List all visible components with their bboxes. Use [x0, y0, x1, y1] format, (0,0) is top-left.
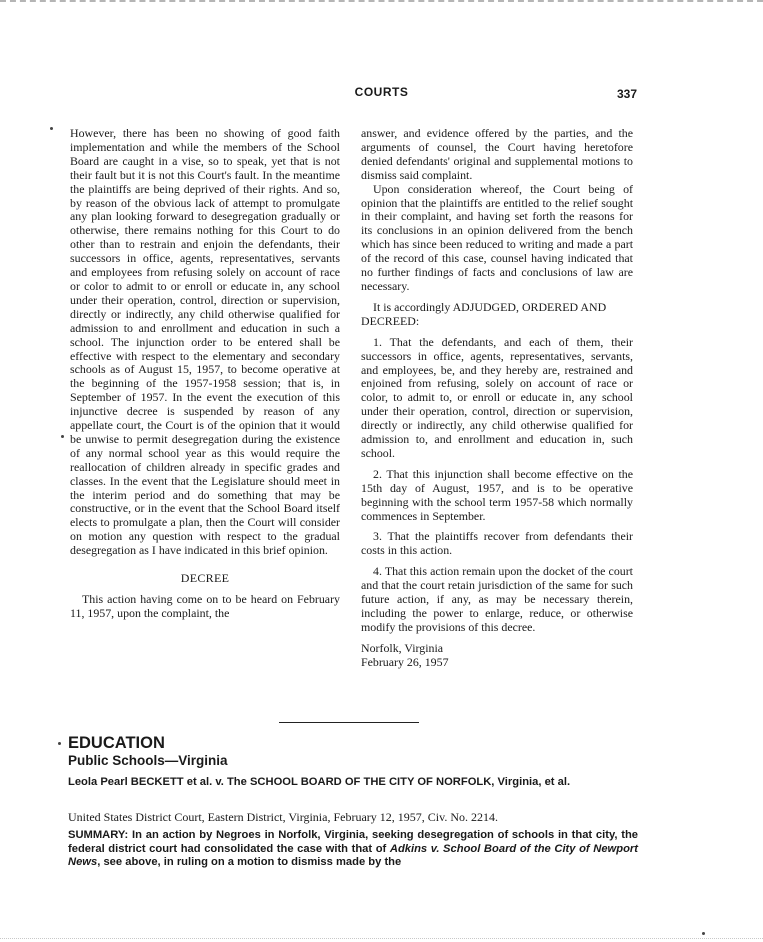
- running-header: COURTS: [354, 85, 409, 99]
- decree-item-1: 1. That the defendants, and each of them, their successors in office, agents, representatives, servants, and employees, be, and they hereby are, restrained and enjoined from refusing, solely on account of race or color, to admit to, or enroll or educate in, any school under their operation, control, direction or supervision, directly or indirectly, any child otherwise qualified for admission to, and enrollment and education in, such school.: [361, 334, 633, 460]
- decree-item-3: 3. That the plaintiffs recover from defendants their costs in this action.: [361, 529, 633, 558]
- summary-text: In an action by Negroes in Norfolk, Virginia, seeking desegregation of schools in that city, the federal district court had consolidated the case with that of: [68, 829, 638, 855]
- section-subtitle: Public Schools—Virginia: [68, 753, 228, 768]
- decree-heading: DECREE: [180, 571, 230, 586]
- section-divider: [279, 722, 419, 723]
- opinion-paragraph: However, there has been no showing of good faith implementation and while the members of the School Board are caught in a vise, so to speak, yet that is not their fault but it is not this Court's fault. In the meantime the plaintiffs are being deprived of their rights. And so, by reason of the obvious lack of attempt to promulgate any plan looking forward to desegregation gradually or otherwise, there remains nothing for this Court to do other than to restrain and enjoin the defendants, their successors in office, agents, representatives, servants and employees from refusing solely on account of race or color to admit to or enroll or educate in, any school under their operation, control, direction or supervision, directly or indirectly, any child otherwise qualified for admission to and enrollment and education in such a school. The injunction order to be entered shall be effective with respect to the elementary and secondary schools as of August 15, 1957, to become operative at the beginning of the 1957-1958 session; that is, in September of 1957. In the event the execution of this injunctive decree is suspended by reason of any appellate court, the Court is of the opinion that it would be unwise to permit desegregation during the existence of any normal school year as this would require the reallocation of children already in specific grades and classes. In the event that the Legislature should meet in the interim period and do something that may be constructive, or in the event that the School Board itself elects to promulgate a plan, then the Court will consider on motion any question with respect to the gradual desegregation as I have indicated in this brief opinion.: [70, 126, 340, 558]
- left-column: [70, 127, 340, 621]
- right-column: [361, 127, 633, 670]
- decree-item-4: 4. That this action remain upon the docket of the court and that the court retain jurisdiction of the same for such future action, if any, as may be necessary therein, including the power to enlarge, reduce, or otherwise modify the provisions of this decree.: [361, 564, 633, 634]
- decree-item-2: 2. That this injunction shall become effective on the 15th day of August, 1957, and is to be operative beginning with the school term 1957-58 which normally commences in September.: [361, 466, 633, 523]
- decree-paragraph: answer, and evidence offered by the parties, and the arguments of counsel, the Court having heretofore denied defendants' original and supplemental motions to dismiss said complaint.: [361, 126, 633, 182]
- decree-date: February 26, 1957: [361, 654, 449, 669]
- case-summary: [68, 829, 638, 870]
- decree-place: Norfolk, Virginia: [361, 640, 444, 655]
- summary-label: SUMMARY:: [68, 829, 129, 841]
- margin-dot: [61, 435, 64, 438]
- top-page-edge: [0, 0, 763, 2]
- case-title: Leola Pearl BECKETT et al. v. The SCHOOL BOARD OF THE CITY OF NORFOLK, Virginia, et al.: [68, 776, 571, 788]
- bottom-page-edge: [0, 938, 763, 939]
- margin-dot: [50, 127, 53, 130]
- section-title: EDUCATION: [68, 734, 165, 752]
- margin-dot: [58, 742, 61, 745]
- summary-case-reference: Adkins v. School Board of the City of Newport News: [68, 842, 638, 868]
- decree-intro: This action having come on to be heard on February 11, 1957, upon the complaint, the: [70, 592, 340, 620]
- page-number: 337: [616, 87, 637, 101]
- summary-text-end: , see above, in ruling on a motion to dismiss made by the: [97, 856, 402, 868]
- decree-paragraph: Upon consideration whereof, the Court being of opinion that the plaintiffs are entitled to the relief sought in their complaint, and having set forth the reasons for its conclusions in an opinion delivered from the bench which has since been reduced to writing and made a part of the record of this case, counsel having indicated that no further findings of facts and conclusions of law are necessary.: [361, 181, 633, 293]
- margin-dot: [702, 932, 705, 935]
- decree-adjudged: It is accordingly ADJUDGED, ORDERED AND DECREED:: [361, 299, 607, 328]
- case-citation: United States District Court, Eastern District, Virginia, February 12, 1957, Civ. No. 2214.: [68, 810, 499, 824]
